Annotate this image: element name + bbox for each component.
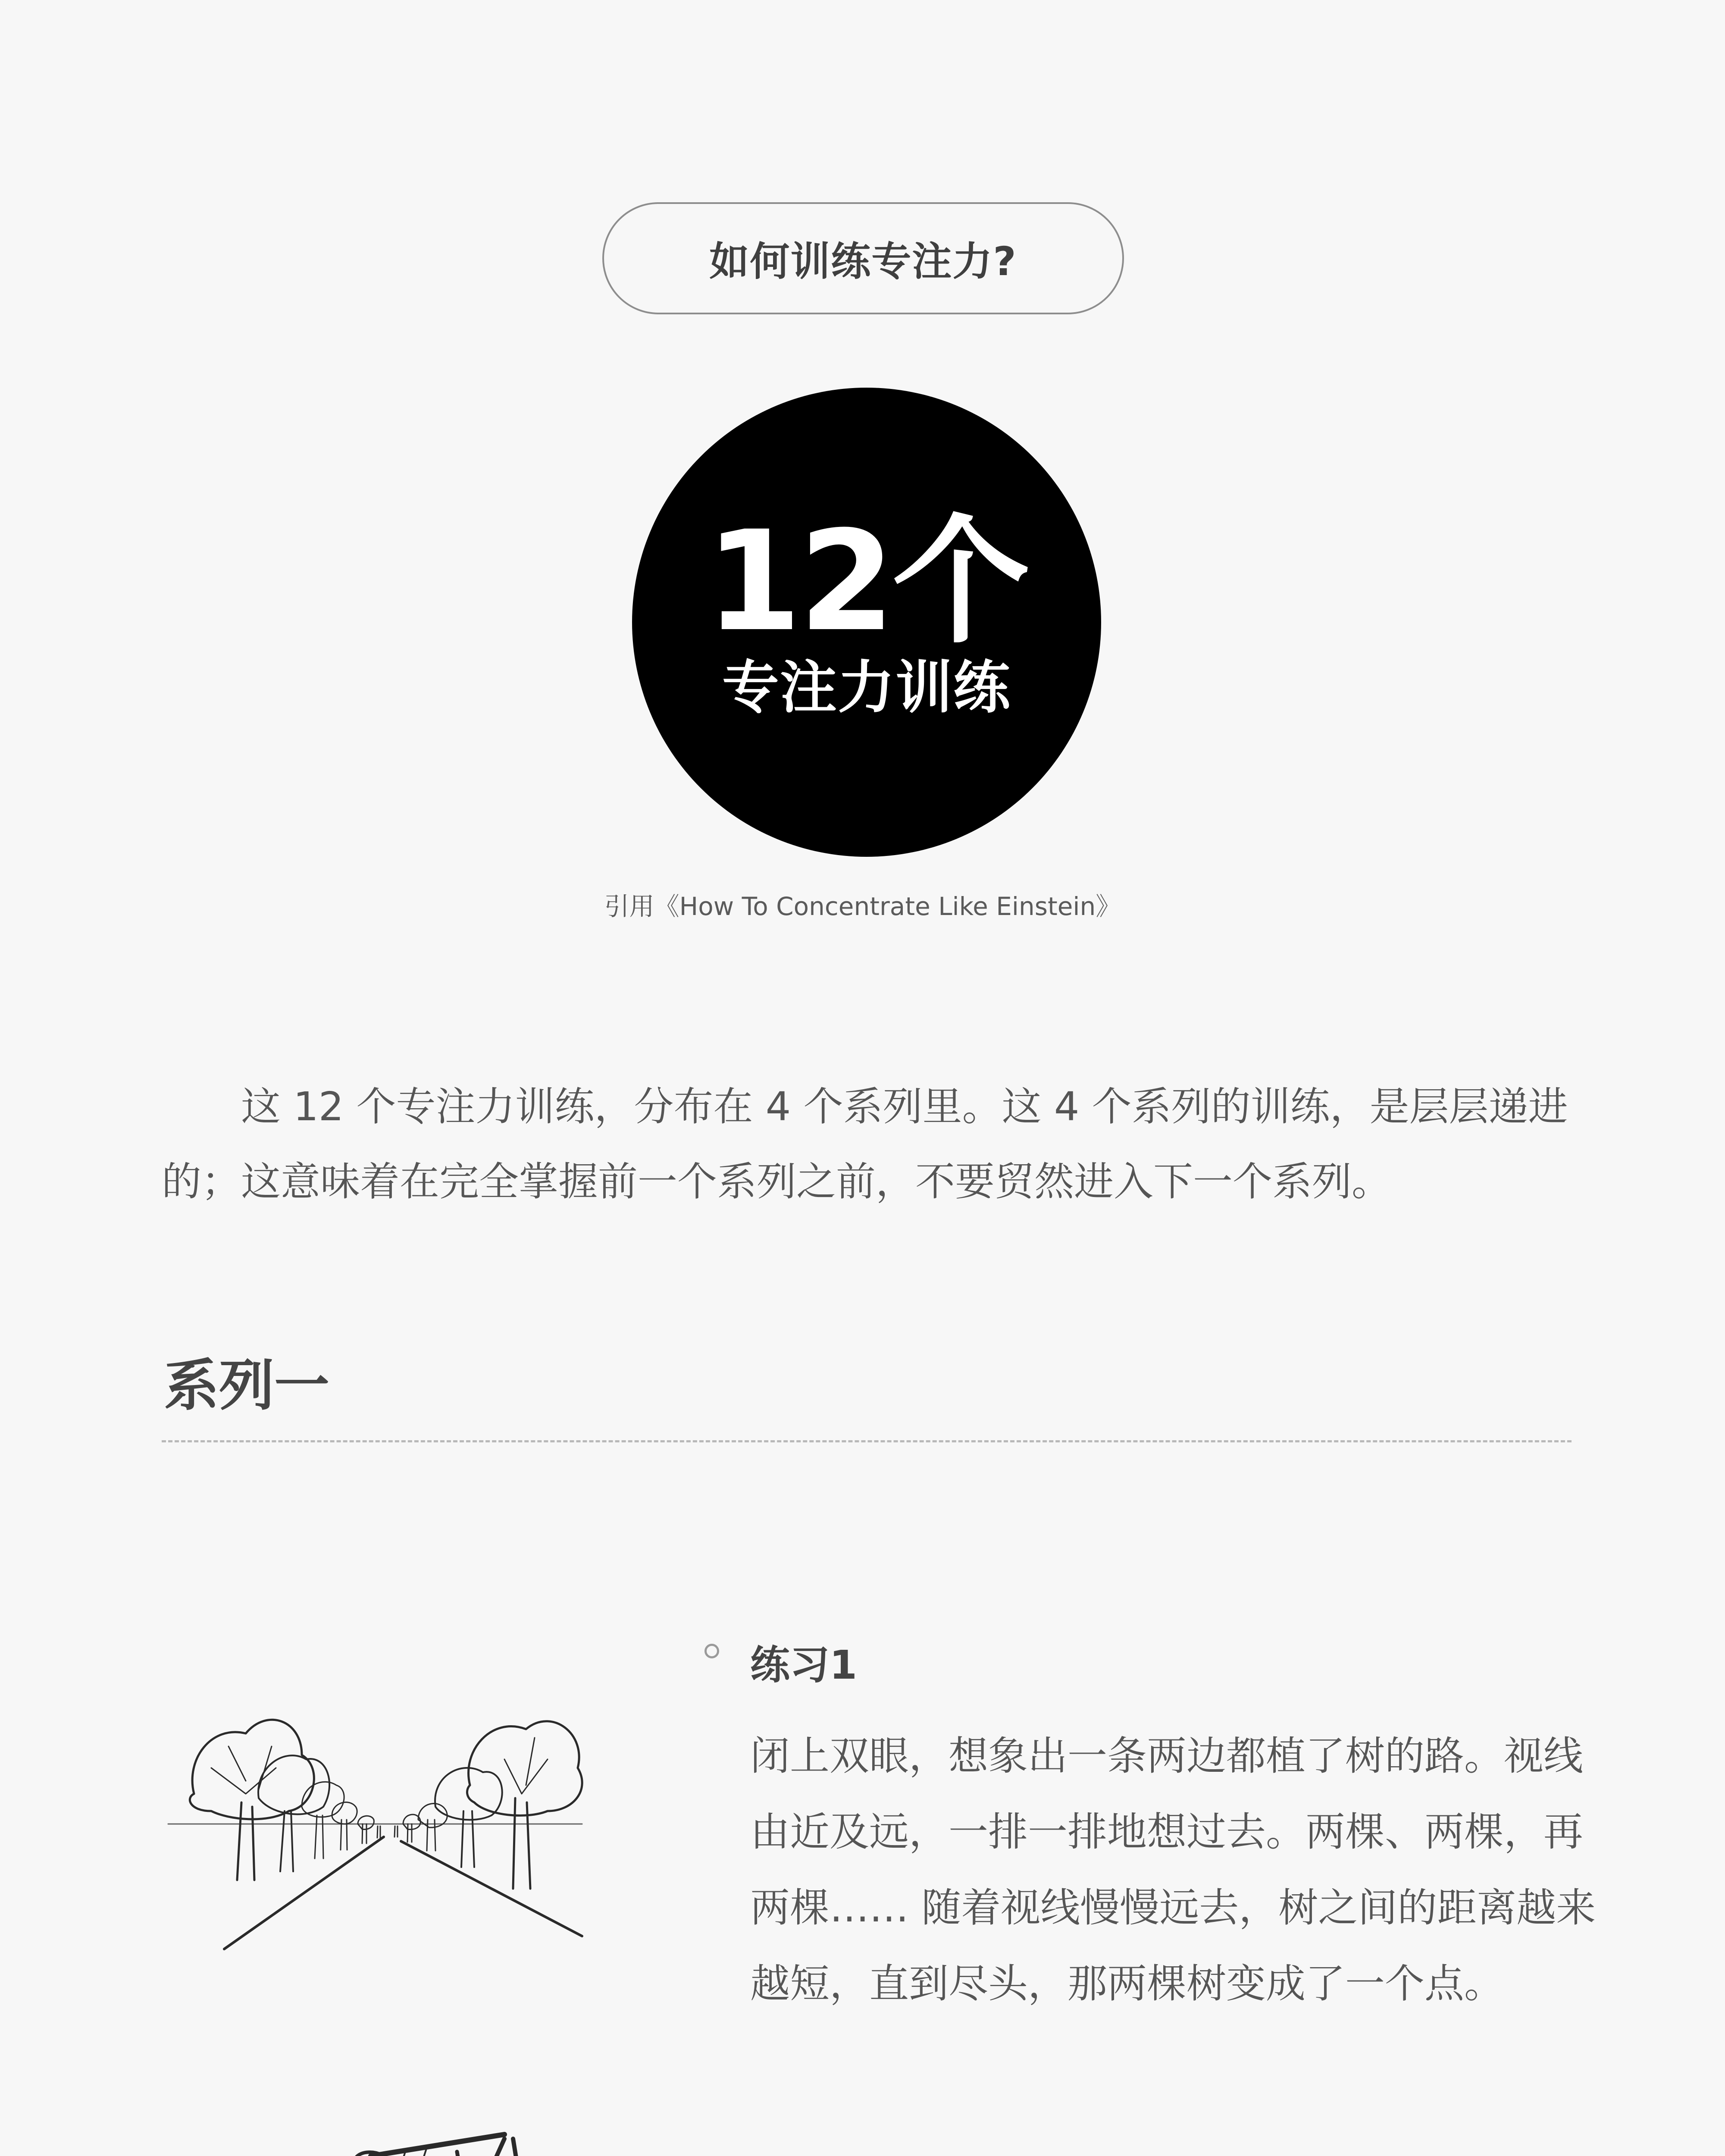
child-on-swing-illustration <box>203 2122 582 2156</box>
intro-paragraph: 这 12 个专注力训练，分布在 4 个系列里。这 4 个系列的训练，是层层递进的；这意味着在完全掌握前一个系列之前，不要贸然进入下一个系列。 <box>162 1084 1568 1205</box>
series-divider <box>162 1440 1572 1442</box>
exercise-1-bullet <box>704 1644 719 1658</box>
badge-big-text: 12个 <box>705 501 1028 662</box>
citation: 引用《How To Concentrate Like Einstein》 <box>604 892 1121 921</box>
badge-circle <box>632 388 1101 857</box>
badge-small-text: 专注力训练 <box>722 655 1011 721</box>
exercise-2-title <box>750 2147 857 2156</box>
exercise-1-text: 闭上双眼，想象出一条两边都植了树的路。视线由近及远，一排一排地想过去。两棵、两棵，再两棵…… 随着视线慢慢远去，树之间的距离越来越短，直到尽头，那两棵树变成了一个点。 <box>750 1733 1596 2007</box>
title-pill-label: 如何训练专注力? <box>709 238 1017 285</box>
exercise-1-title: 练习1 <box>750 1642 858 1688</box>
title-pill <box>602 202 1124 314</box>
series-title: 系列一 <box>164 1354 330 1418</box>
tree-lined-road-illustration <box>160 1682 591 1966</box>
